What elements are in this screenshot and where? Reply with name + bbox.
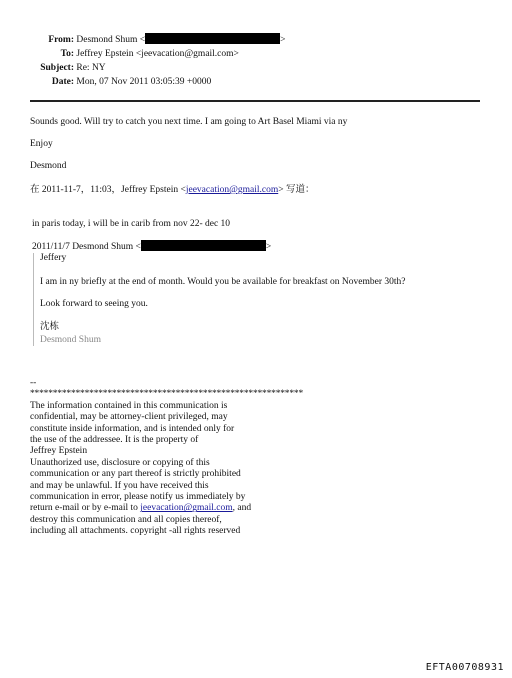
- quote2-signature-en: Desmond Shum: [40, 335, 101, 345]
- disclaimer-line: including all attachments. copyright -all rights reserved: [30, 526, 241, 537]
- quote1-intro-prefix: 在 2011-11-7，11:03，Jeffrey Epstein <: [30, 185, 186, 195]
- disclaimer: [30, 378, 303, 538]
- reply-signature: Desmond: [30, 161, 67, 171]
- disclaimer-line-suffix: , and: [232, 503, 252, 514]
- quote1-intro-suffix: > 写道：: [278, 185, 315, 195]
- quote1-text: in paris today, i will be in carib from nov 22- dec 10: [32, 219, 231, 229]
- reply-line-2: Enjoy: [30, 139, 53, 149]
- disclaimer-line: [30, 503, 303, 514]
- to-row: [0, 47, 285, 61]
- email-link[interactable]: jeevacation@gmail.com: [140, 503, 233, 514]
- email-link[interactable]: jeevacation@gmail.com: [185, 185, 279, 195]
- disclaimer-line: destroy this communication and all copies thereof,: [30, 514, 222, 525]
- quote2-intro-suffix: >: [265, 242, 272, 252]
- redaction-bar: [141, 240, 266, 251]
- date-row: [0, 75, 285, 89]
- quote-bar: [33, 253, 35, 346]
- date-value: Mon, 07 Nov 2011 03:05:39 +0000: [76, 77, 212, 87]
- redaction-bar: [145, 33, 280, 44]
- quote2-signature-cn: 沈栋: [40, 321, 60, 332]
- disclaimer-line: Jeffrey Epstein: [30, 446, 88, 457]
- header-divider: [30, 100, 480, 102]
- disclaimer-line-prefix: return e-mail or by e-mail to: [30, 503, 141, 514]
- subject-value: Re: NY: [76, 63, 106, 73]
- disclaimer-line: The information contained in this communication is: [30, 400, 228, 411]
- subject-label: Subject:: [40, 63, 74, 73]
- quote1-intro: [30, 184, 314, 197]
- reply-line-1: Sounds good. Will try to catch you next time. I am going to Art Basel Miami via ny: [30, 117, 348, 127]
- quote2-intro: [32, 240, 271, 254]
- from-name: Desmond Shum <: [76, 35, 146, 45]
- disclaimer-line: and may be unlawful. If you have received this: [30, 480, 209, 491]
- subject-row: [0, 61, 285, 75]
- email-header: [0, 33, 285, 89]
- from-close: >: [280, 35, 286, 45]
- to-label: To:: [60, 49, 74, 59]
- disclaimer-line: communication in error, please notify us immediately by: [30, 492, 246, 503]
- from-label: From:: [48, 35, 74, 45]
- disclaimer-line: the use of the addressee. It is the property of: [30, 435, 199, 446]
- quote2-line-2: Look forward to seeing you.: [40, 299, 148, 309]
- disclaimer-line: communication or any part thereof is strictly prohibited: [30, 469, 241, 480]
- disclaimer-stars: ************************************************************: [30, 389, 304, 400]
- disclaimer-dashes: --: [30, 378, 37, 388]
- from-row: [0, 33, 285, 47]
- to-value: Jeffrey Epstein <jeevacation@gmail.com>: [76, 49, 239, 59]
- quote2-line-1: I am in ny briefly at the end of month. Would you be available for breakfast on November 30th?: [40, 277, 406, 287]
- date-label: Date:: [51, 77, 74, 87]
- disclaimer-line: constitute inside information, and is intended only for: [30, 423, 235, 434]
- disclaimer-line: Unauthorized use, disclosure or copying of this: [30, 457, 210, 468]
- quote2-salutation: Jeffery: [40, 253, 67, 263]
- disclaimer-line: confidential, may be attorney-client privileged, may: [30, 412, 228, 423]
- document-id: EFTA00708931: [425, 662, 504, 673]
- quote2-intro-prefix: 2011/11/7 Desmond Shum <: [32, 242, 141, 252]
